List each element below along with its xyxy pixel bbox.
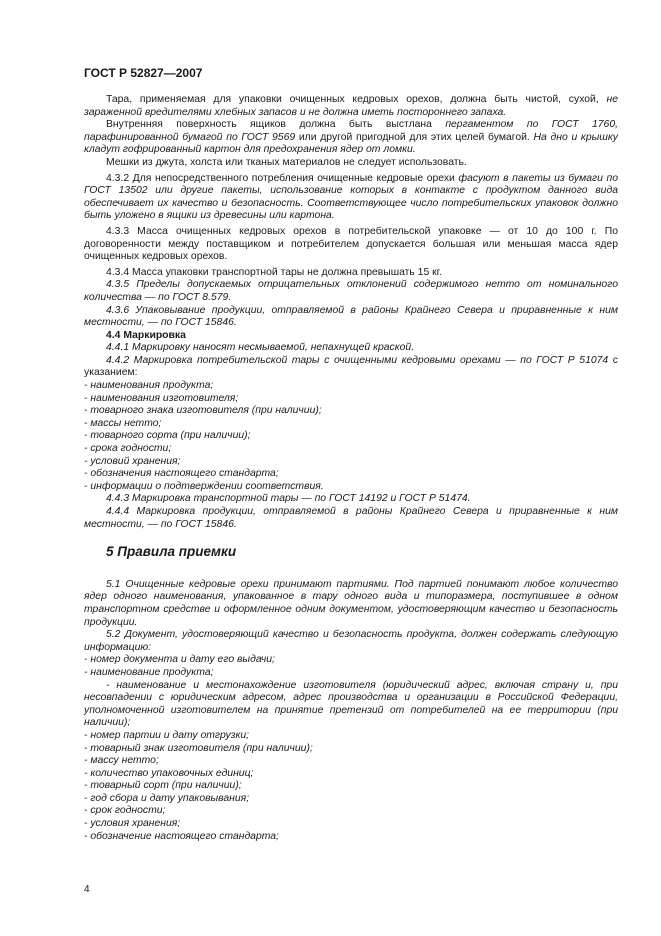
text-run-italic: 4.4.2 Маркировка потребительской тары с очищенными кедровыми орехами — по ГОСТ Р 51074 xyxy=(106,354,609,366)
clause-4-3-6: 4.3.6 Упаковывание продукции, отправляемой в районы Крайнего Севера и приравненные к ним местности, — по ГОСТ 15846. xyxy=(84,304,618,329)
text-run-italic: На дно и крышку кладут гофрированный картон для предохранения ядер от ломки. xyxy=(84,131,618,156)
list-item: - наименования изготовителя; xyxy=(84,392,239,404)
clause-4-4-1: 4.4.1 Маркировку наносят несмываемой, непахнущей краской. xyxy=(106,342,415,354)
text-run: Внутренняя поверхность ящиков должна быть выстлана xyxy=(106,119,446,131)
clause-4-3-2 xyxy=(84,173,618,223)
list-item: - товарный сорт (при наличии); xyxy=(84,780,242,792)
clause-4-4-2 xyxy=(84,355,618,380)
list-item: - срока годности; xyxy=(84,443,172,455)
section-4-4-heading: 4.4 Маркировка xyxy=(106,329,186,341)
list-item: - наименование и местонахождение изготовителя (юридический адрес, включая страну и, при несовпадении с юридическим адресом, адрес производства и организации в Российской Федерации, уполномоченной изготовителем на принятие претензий от потребителей на ее территории (при наличии); xyxy=(84,679,618,729)
list-item: - обозначения настоящего стандарта; xyxy=(84,468,279,480)
list-item: - товарного знака изготовителя (при наличии); xyxy=(84,405,322,417)
text-run: 4.3.2 Для непосредственного потребления очищенные кедровые орехи xyxy=(106,172,459,184)
page-number: 4 xyxy=(84,884,90,895)
text-run: или другой пригодной для этих целей бумагой. xyxy=(295,131,534,143)
paragraph-box-lining xyxy=(84,119,618,157)
paragraph-container-requirements xyxy=(84,94,618,119)
list-item: - массы нетто; xyxy=(84,417,162,429)
clause-4-3-5: 4.3.5 Пределы допускаемых отрицательных отклонений содержимого нетто от номинального количества — по ГОСТ 8.579. xyxy=(84,279,618,303)
document-info-list xyxy=(84,654,618,843)
text-run-italic: пергаментом по ГОСТ 1760, парафинированной бумагой по ГОСТ 9569 xyxy=(84,119,618,143)
list-item: - обозначение настоящего стандарта; xyxy=(84,830,279,842)
clause-4-4-3: 4.4.3 Маркировка транспортной тары — по ГОСТ 14192 и ГОСТ Р 51474. xyxy=(106,493,471,505)
list-item: - массу нетто; xyxy=(84,755,159,767)
clause-5-2: 5.2 Документ, удостоверяющий качество и безопасность продукта, должен содержать следующую информацию: xyxy=(84,629,618,653)
list-item: - товарный знак изготовителя (при наличии); xyxy=(84,742,313,754)
list-item: - наименования продукта; xyxy=(84,380,214,392)
list-item: - год сбора и дату упаковывания; xyxy=(84,792,250,804)
text-run: с указанием: xyxy=(84,354,618,379)
list-item: - количество упаковочных единиц; xyxy=(84,767,254,779)
list-item: - срок годности; xyxy=(84,805,166,817)
list-item: - наименование продукта; xyxy=(84,666,214,678)
text-run: Тара, применяемая для упаковки очищенных кедровых орехов, должна быть чистой, сухой, xyxy=(106,94,607,105)
clause-4-3-3: 4.3.3 Масса очищенных кедровых орехов в потребительской упаковке — от 10 до 100 г. По договоренности между поставщиком и потребителем допускается большая или меньшая масса ядер очищенных кедровых орехов. xyxy=(84,225,618,263)
marking-list xyxy=(84,380,618,493)
list-item: - товарного сорта (при наличии); xyxy=(84,430,251,442)
paragraph-bags: Мешки из джута, холста или тканых материалов не следует использовать. xyxy=(106,156,467,168)
list-item: - номер документа и дату его выдачи; xyxy=(84,654,275,666)
text-run-italic: не зараженной вредителями хлебных запасов и не должна иметь постороннего запаха. xyxy=(84,94,618,118)
list-item: - условия хранения; xyxy=(84,818,181,830)
list-item: - информации о подтверждении соответствия. xyxy=(84,480,324,492)
list-item: - условий хранения; xyxy=(84,455,181,467)
document-header: ГОСТ Р 52827—2007 xyxy=(84,66,203,80)
section-5-heading: 5 Правила приемки xyxy=(106,544,237,560)
document-body xyxy=(84,94,618,843)
clause-5-1: 5.1 Очищенные кедровые орехи принимают партиями. Под партией понимают любое количество ядер одного наименования, упакованное в тару одного вида и типоразмера, поступившее в одном транспортном средстве и оформленное одним документом, удостоверяющим качество и безопасность продукции. xyxy=(84,578,618,628)
clause-4-4-4: 4.4.4 Маркировка продукции, отправляемой в районы Крайнего Севера и приравненные к ним местности, — по ГОСТ 15846. xyxy=(84,506,618,530)
list-item: - номер партии и дату отгрузки; xyxy=(84,729,250,741)
text-run-italic: фасуют в пакеты из бумаги по ГОСТ 13502 или другие пакеты, использование которых в контакте с продуктом данного вида обеспечивает их качество и безопасность. Соответствующее число потребительских упаковок должно быть уложено в ящики из древесины или картона. xyxy=(84,172,618,222)
clause-4-3-4: 4.3.4 Масса упаковки транспортной тары не должна превышать 15 кг. xyxy=(106,266,443,278)
